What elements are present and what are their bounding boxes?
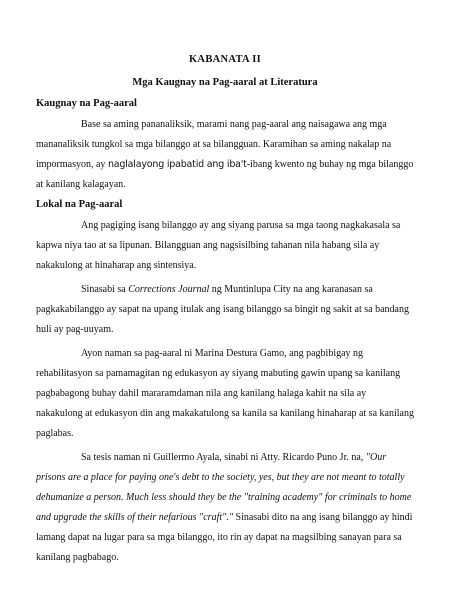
paragraph: Ang pagiging isang bilanggo ay ang siyang parusa sa mga taong nagkakasala sa kapwa niya tao at sa lipunan. Bilangguan ang nagsisilbing tahanan nila habang sila ay nakakulong at hinaharap ang sintensiya. (36, 220, 401, 271)
section-heading-kaugnay: Kaugnay na Pag-aaral (36, 98, 137, 109)
chapter-title: Mga Kaugnay na Pag-aaral at Literatura (132, 77, 318, 88)
quotation: "Our prisons are a place for paying one's debt to the society, yes, but they are not meant to totally dehumanize a person. Much less should they be the "training academy" for criminals to home and upgrade the skills of their nefarious "craft"." (36, 452, 412, 523)
paragraph-text: Sinasabi dito na ang isang bilanggo ay hindi lamang dapat na lugar para sa mga bilanggo, ito rin ay dapat na magsilbing sanayan para sa kanilang pagbabago. (36, 512, 413, 563)
paragraph-text: Sinasabi sa (81, 284, 129, 295)
paragraph (36, 115, 414, 195)
section-heading-lokal: Lokal na Pag-aaral (36, 199, 123, 210)
journal-title: Corrections Journal (128, 284, 210, 295)
paragraph-text: Sa tesis naman ni Guillermo Ayala, sinabi ni Atty. Ricardo Puno Jr. na, (81, 452, 366, 463)
paragraph (36, 448, 414, 568)
paragraph-text-alt-font: naglalayong ipabatid ang iba't (107, 159, 247, 170)
paragraph-text: ng Muntinlupa City na ang karanasan sa pagkakabilanggo ay sapat na upang itulak ang isang bilanggo sa bingit ng sakit at sa bandang huli ay pag-uuyam. (36, 284, 409, 335)
paragraph-text: Base sa aming pananaliksik, marami nang pag-aaral ang naisagawa ang mga mananaliksik tungkol sa mga bilanggo at sa bilangguan. Karamihan sa aming nakalap na impormasyon, ay (36, 119, 392, 170)
chapter-number: KABANATA II (188, 54, 262, 65)
paragraph: Ayon naman sa pag-aaral ni Marina Destura Gamo, ang pagbibigay ng rehabilitasyon sa pamamagitan ng edukasyon ay siyang mabuting gawin upang sa kanilang pagbabagong buhay dahil mararamdaman nila ang kanilang halaga kahit na sila ay nakakulong at edukasyon din ang makakatulong sa kanila sa kanilang hinaharap at sa kanilang paglabas. (36, 348, 414, 439)
paragraph (36, 280, 414, 340)
paragraph-text: -ibang kwento ng buhay ng mga bilanggo at kanilang kalagayan. (36, 159, 414, 190)
